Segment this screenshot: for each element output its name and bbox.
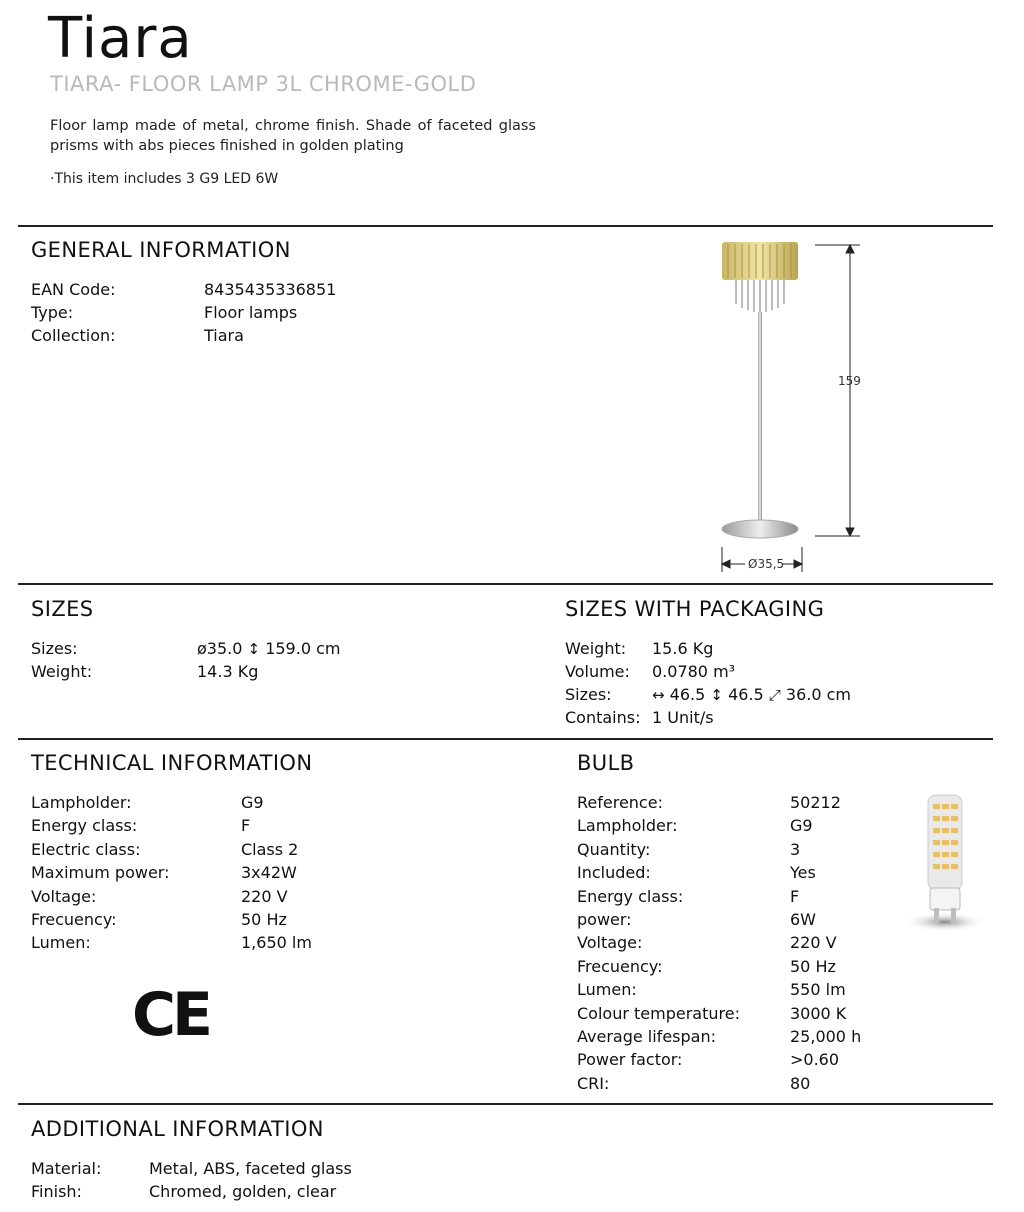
row-value: Class 2 <box>241 839 299 859</box>
row-label: EAN Code: <box>31 280 116 299</box>
ce-mark: CE <box>132 980 210 1050</box>
row-label: Material: <box>31 1159 102 1178</box>
row-label: Collection: <box>31 326 116 345</box>
lamp-drawing <box>700 232 880 577</box>
row-value: G9 <box>241 793 264 812</box>
row-value: 220 V <box>790 933 837 953</box>
row-label: Sizes: <box>31 639 78 658</box>
product-description: Floor lamp made of metal, chrome finish. Shade of faceted glass prisms with abs pieces finished in golden plating <box>50 118 536 154</box>
row-label: Included: <box>577 863 651 883</box>
row-label: Power factor: <box>577 1050 683 1070</box>
row-value: Yes <box>790 863 816 883</box>
row-label: Lampholder: <box>31 793 132 812</box>
row-label: Average lifespan: <box>577 1027 716 1046</box>
row-value: F <box>241 816 251 836</box>
row-label: power: <box>577 910 632 929</box>
row-value: F <box>790 886 800 906</box>
height-value: 159.0 cm <box>265 639 341 658</box>
sizes-heading: SIZES <box>31 597 94 621</box>
additional-heading: ADDITIONAL INFORMATION <box>31 1117 324 1141</box>
row-label: Lumen: <box>577 980 637 1000</box>
row-label: Electric class: <box>31 839 141 859</box>
lamp-base <box>722 520 798 538</box>
row-value: 550 lm <box>790 980 846 1000</box>
row-value: 80 <box>790 1073 811 1093</box>
row-label: Quantity: <box>577 839 651 859</box>
row-label: Energy class: <box>577 886 684 906</box>
row-value: 3000 K <box>790 1003 847 1023</box>
row-value: 15.6 Kg <box>652 639 714 658</box>
depth-arrow-icon: ⤢ <box>768 686 781 704</box>
row-label: Reference: <box>577 793 663 812</box>
row-label: Voltage: <box>31 886 97 906</box>
bulb-heading: BULB <box>577 751 635 775</box>
row-value: Chromed, golden, clear <box>149 1182 337 1201</box>
row-value: 3x42W <box>241 863 297 883</box>
row-value: >0.60 <box>790 1050 840 1070</box>
row-value: 0.0780 m³ <box>652 662 736 681</box>
row-value: 14.3 Kg <box>197 662 259 681</box>
row-value <box>197 639 340 659</box>
technical-heading: TECHNICAL INFORMATION <box>31 751 313 775</box>
depth-value: 36.0 cm <box>785 685 851 704</box>
width-value: 46.5 <box>669 685 706 704</box>
packaging-heading: SIZES WITH PACKAGING <box>565 597 825 621</box>
row-label: Lampholder: <box>577 816 678 836</box>
row-value: 8435435336851 <box>204 280 337 299</box>
row-label: Lumen: <box>31 933 91 953</box>
row-value: G9 <box>790 816 813 836</box>
row-label: Maximum power: <box>31 863 170 883</box>
row-label: Type: <box>31 303 74 322</box>
row-label: Colour temperature: <box>577 1003 740 1023</box>
product-includes: ·This item includes 3 G9 LED 6W <box>50 171 279 187</box>
height-arrow-icon: ↕ <box>247 640 261 658</box>
row-label: Voltage: <box>577 933 643 953</box>
divider <box>18 738 993 740</box>
row-value: 50 Hz <box>241 910 287 929</box>
row-label: Volume: <box>565 662 630 681</box>
row-value: 50 Hz <box>790 956 836 976</box>
width-arrow-icon: ↔ <box>652 686 665 704</box>
divider <box>18 1103 993 1105</box>
lamp-shade <box>722 242 798 314</box>
row-value: 6W <box>790 910 816 929</box>
height-arrow-icon: ↕ <box>710 686 723 704</box>
row-value <box>652 685 851 705</box>
height-dimension <box>815 245 860 536</box>
row-value: 220 V <box>241 886 288 906</box>
row-value: 25,000 h <box>790 1027 862 1046</box>
general-info-heading: GENERAL INFORMATION <box>31 238 291 262</box>
row-value: 50212 <box>790 793 841 812</box>
diameter-value: ø35.0 <box>197 639 243 658</box>
row-label: Frecuency: <box>31 910 117 929</box>
row-label: Weight: <box>565 639 627 658</box>
row-value: 1 Unit/s <box>652 708 714 727</box>
height-dimension-label: 159 <box>838 374 861 388</box>
row-label: Weight: <box>31 662 93 681</box>
row-label: Energy class: <box>31 816 138 836</box>
row-label: Sizes: <box>565 685 612 704</box>
diameter-dimension-label: Ø35,5 <box>748 557 785 571</box>
divider <box>18 225 993 227</box>
row-value: 3 <box>790 839 801 859</box>
row-value: 1,650 lm <box>241 933 312 953</box>
product-subtitle: TIARA- FLOOR LAMP 3L CHROME-GOLD <box>50 72 477 96</box>
row-value: Floor lamps <box>204 303 298 322</box>
product-title: Tiara <box>48 6 193 71</box>
row-label: Finish: <box>31 1182 82 1201</box>
row-value: Metal, ABS, faceted glass <box>149 1159 352 1178</box>
divider <box>18 583 993 585</box>
row-value: Tiara <box>204 326 244 345</box>
row-label: Frecuency: <box>577 956 663 976</box>
row-label: CRI: <box>577 1073 610 1093</box>
row-label: Contains: <box>565 708 641 727</box>
bulb-image <box>900 790 990 940</box>
height-value: 46.5 <box>728 685 764 704</box>
lamp-pole <box>758 312 762 522</box>
